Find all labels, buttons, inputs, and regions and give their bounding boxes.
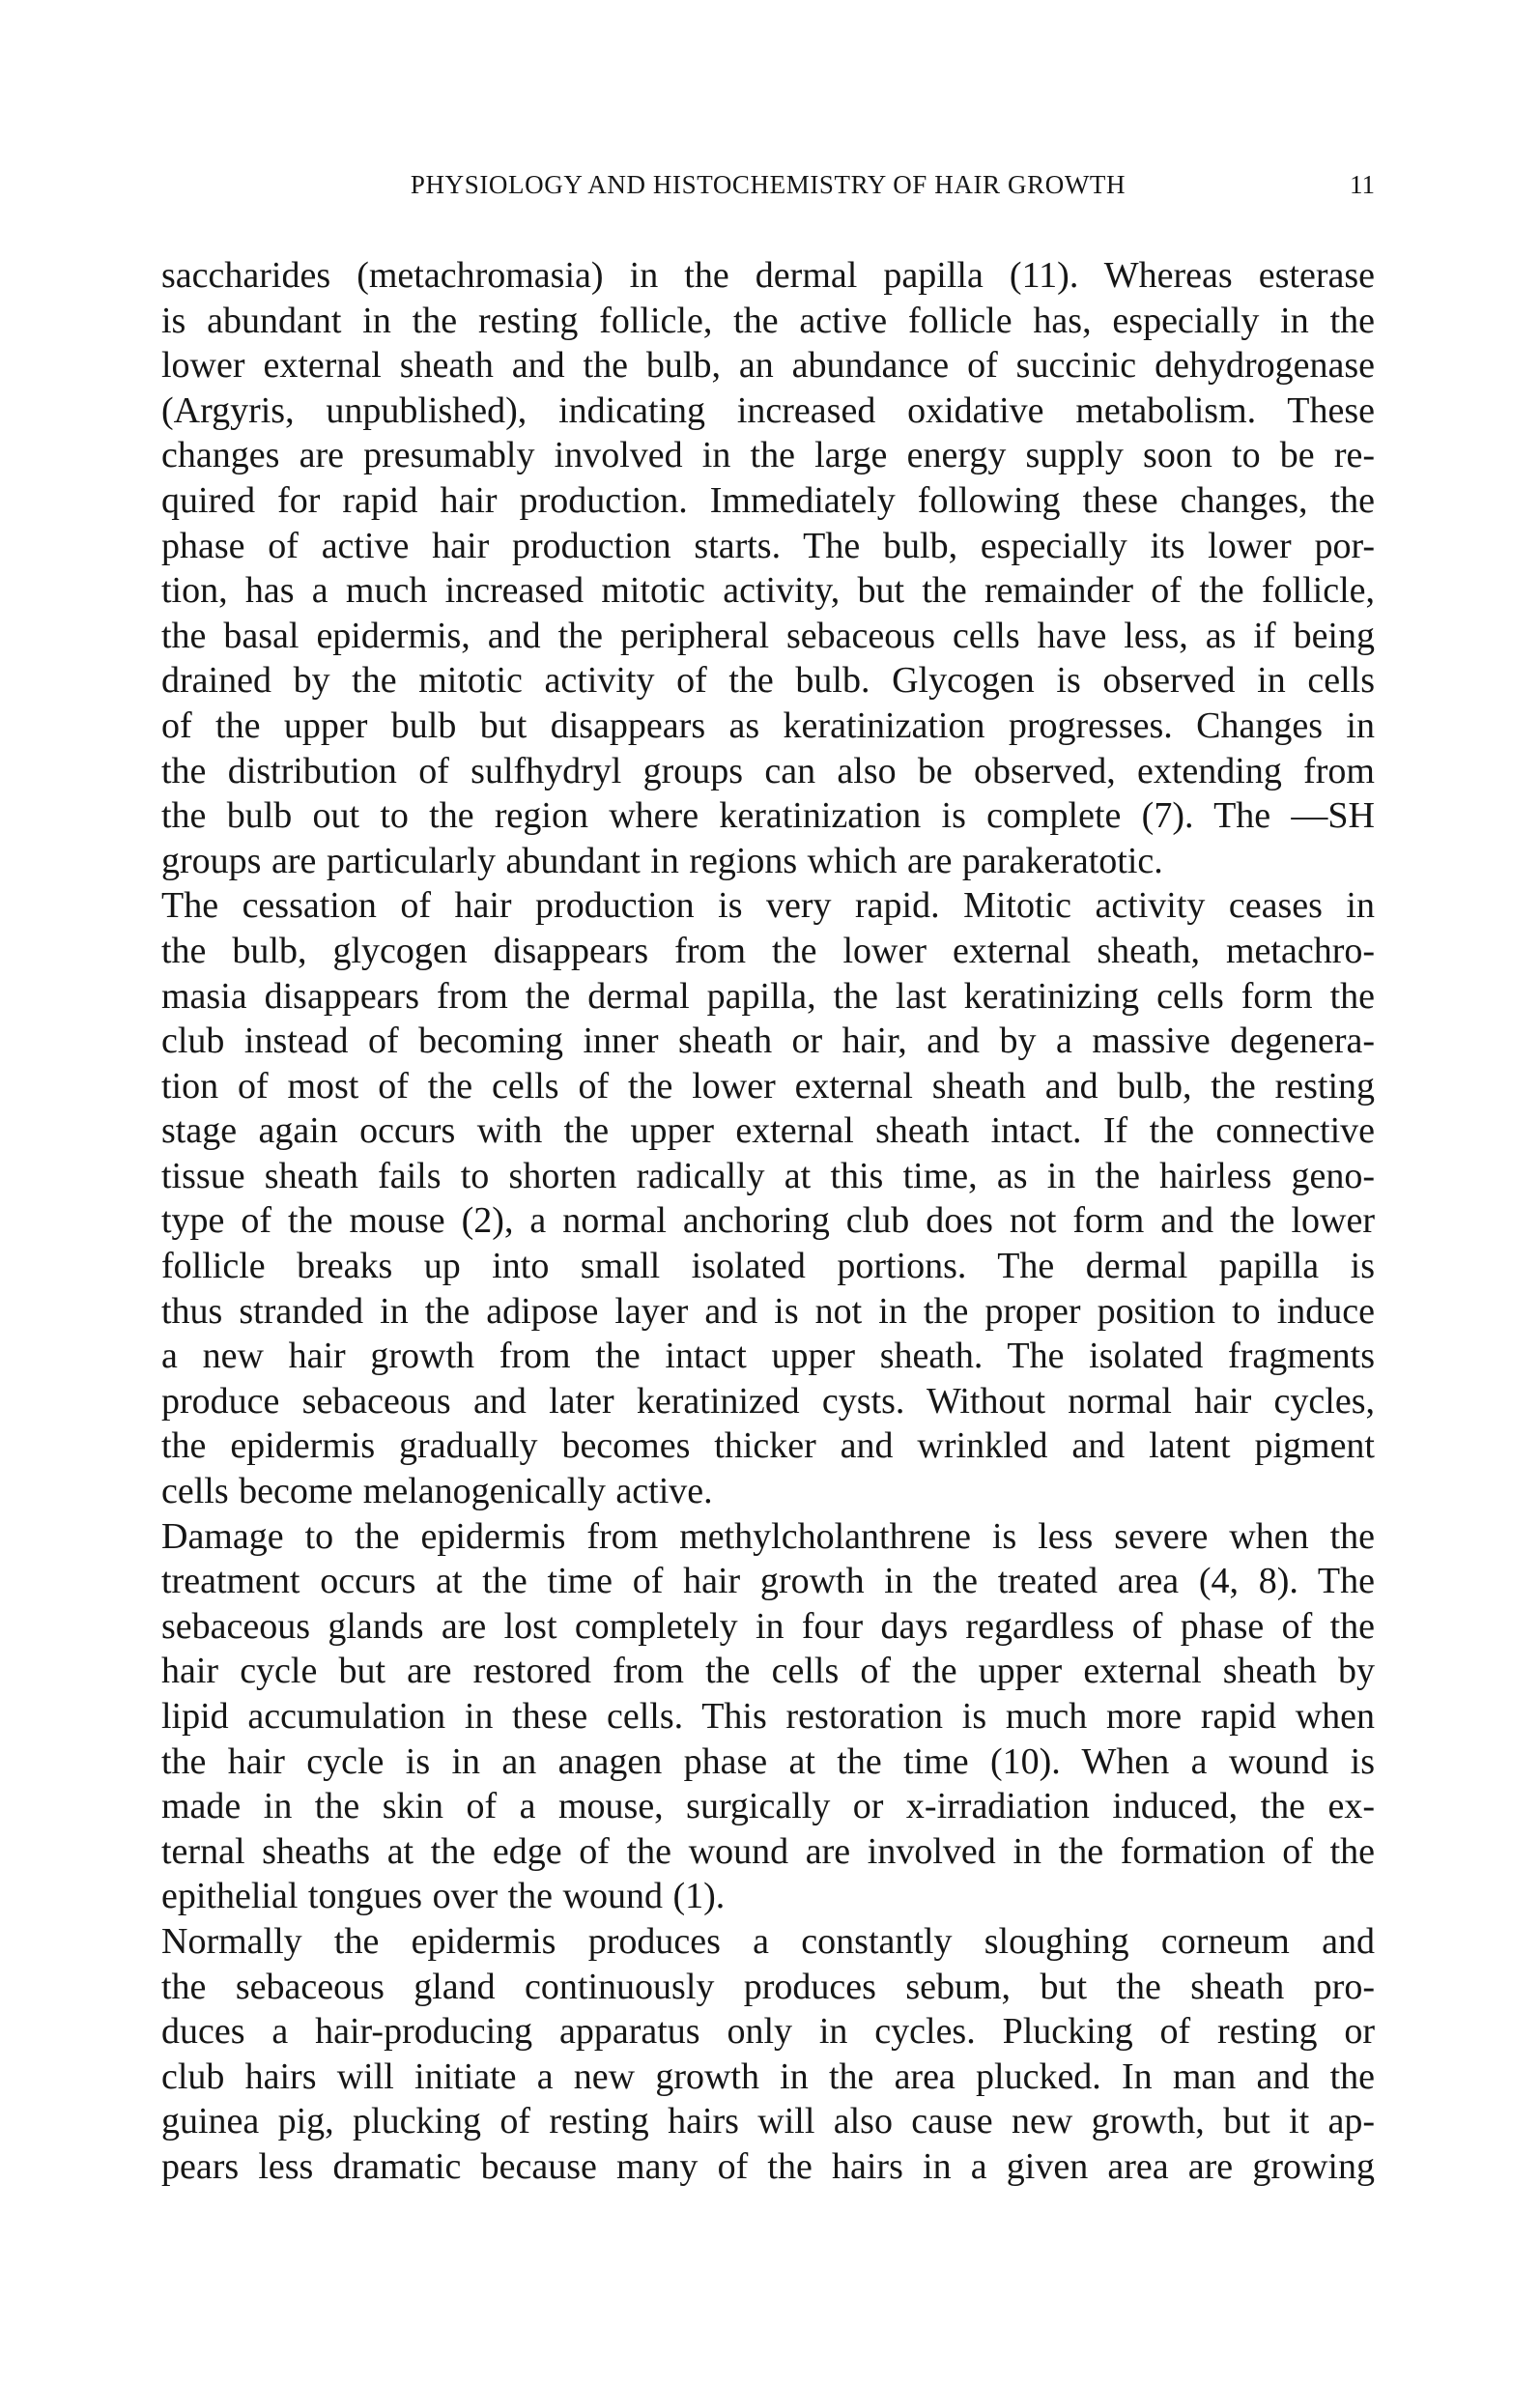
text-line: masia disappears from the dermal papilla, the last keratinizing cells form the bbox=[161, 975, 1375, 1017]
text-line: (Argyris, unpublished), indicating increased oxidative metabolism. These bbox=[161, 389, 1375, 431]
text-line: tion, has a much increased mitotic activity, but the remainder of the follicle, bbox=[161, 570, 1375, 612]
text-line: Normally the epidermis produces a constantly sloughing corneum and bbox=[161, 1920, 1375, 1962]
text-line: tion of most of the cells of the lower external sheath and bulb, the resting bbox=[161, 1065, 1375, 1107]
text-line: type of the mouse (2), a normal anchoring club does not form and the lower bbox=[161, 1200, 1375, 1242]
body-text bbox=[161, 253, 1375, 2190]
text-line: pears less dramatic because many of the hairs in a given area are growing bbox=[161, 2145, 1375, 2187]
text-line: duces a hair-producing apparatus only in cycles. Plucking of resting or bbox=[161, 2011, 1375, 2053]
page-number: 11 bbox=[1350, 170, 1375, 199]
text-line: ternal sheaths at the edge of the wound are involved in the formation of the bbox=[161, 1830, 1375, 1872]
text-line: phase of active hair production starts. The bulb, especially its lower por- bbox=[161, 525, 1375, 566]
text-line: quired for rapid hair production. Immediately following these changes, the bbox=[161, 479, 1375, 521]
text-line: club instead of becoming inner sheath or hair, and by a massive degenera- bbox=[161, 1021, 1375, 1062]
text-line: is abundant in the resting follicle, the active follicle has, especially in the bbox=[161, 300, 1375, 341]
text-line: epithelial tongues over the wound (1). bbox=[161, 1876, 726, 1917]
text-line: hair cycle but are restored from the cells of the upper external sheath by bbox=[161, 1651, 1375, 1692]
text-line: lower external sheath and the bulb, an abundance of succinic dehydrogenase bbox=[161, 345, 1375, 387]
text-line: saccharides (metachromasia) in the dermal papilla (11). Whereas esterase bbox=[161, 255, 1375, 296]
text-line: the sebaceous gland continuously produces sebum, but the sheath pro- bbox=[161, 1966, 1375, 2007]
text-line: Damage to the epidermis from methylcholanthrene is less severe when the bbox=[161, 1515, 1375, 1557]
text-line: club hairs will initiate a new growth in the area plucked. In man and the bbox=[161, 2055, 1375, 2097]
paragraph bbox=[161, 1514, 1375, 1919]
text-line: stage again occurs with the upper external sheath intact. If the connective bbox=[161, 1110, 1375, 1152]
text-line: the basal epidermis, and the peripheral sebaceous cells have less, as if being bbox=[161, 615, 1375, 656]
text-line: the bulb out to the region where keratinization is complete (7). The —SH bbox=[161, 795, 1375, 837]
text-line: drained by the mitotic activity of the bulb. Glycogen is observed in cells bbox=[161, 660, 1375, 702]
text-line: changes are presumably involved in the large energy supply soon to be re- bbox=[161, 435, 1375, 476]
text-line: tissue sheath fails to shorten radically at this time, as in the hairless geno- bbox=[161, 1155, 1375, 1196]
paragraph bbox=[161, 1919, 1375, 2190]
text-line: the distribution of sulfhydryl groups can also be observed, extending from bbox=[161, 750, 1375, 791]
text-line: sebaceous glands are lost completely in four days regardless of phase of the bbox=[161, 1605, 1375, 1647]
paragraph bbox=[161, 253, 1375, 883]
text-line: made in the skin of a mouse, surgically or x-irradiation induced, the ex- bbox=[161, 1786, 1375, 1827]
text-line: guinea pig, plucking of resting hairs will also cause new growth, but it ap- bbox=[161, 2101, 1375, 2142]
text-line: of the upper bulb but disappears as keratinization progresses. Changes in bbox=[161, 704, 1375, 746]
text-line: treatment occurs at the time of hair growth in the treated area (4, 8). The bbox=[161, 1561, 1375, 1602]
text-line: the bulb, glycogen disappears from the lower external sheath, metachro- bbox=[161, 930, 1375, 971]
text-line: The cessation of hair production is very rapid. Mitotic activity ceases in bbox=[161, 885, 1375, 927]
paragraph bbox=[161, 883, 1375, 1513]
text-line: follicle breaks up into small isolated portions. The dermal papilla is bbox=[161, 1246, 1375, 1287]
running-head: PHYSIOLOGY AND HISTOCHEMISTRY OF HAIR GROWTH bbox=[410, 170, 1126, 199]
text-line: lipid accumulation in these cells. This restoration is much more rapid when bbox=[161, 1696, 1375, 1737]
text-line: produce sebaceous and later keratinized cysts. Without normal hair cycles, bbox=[161, 1380, 1375, 1422]
text-line: thus stranded in the adipose layer and is not in the proper position to induce bbox=[161, 1290, 1375, 1332]
text-line: the epidermis gradually becomes thicker and wrinkled and latent pigment bbox=[161, 1425, 1375, 1467]
text-line: cells become melanogenically active. bbox=[161, 1471, 713, 1512]
text-line: the hair cycle is in an anagen phase at the time (10). When a wound is bbox=[161, 1740, 1375, 1782]
text-line: groups are particularly abundant in regions which are parakeratotic. bbox=[161, 840, 1163, 881]
text-line: a new hair growth from the intact upper sheath. The isolated fragments bbox=[161, 1336, 1375, 1377]
